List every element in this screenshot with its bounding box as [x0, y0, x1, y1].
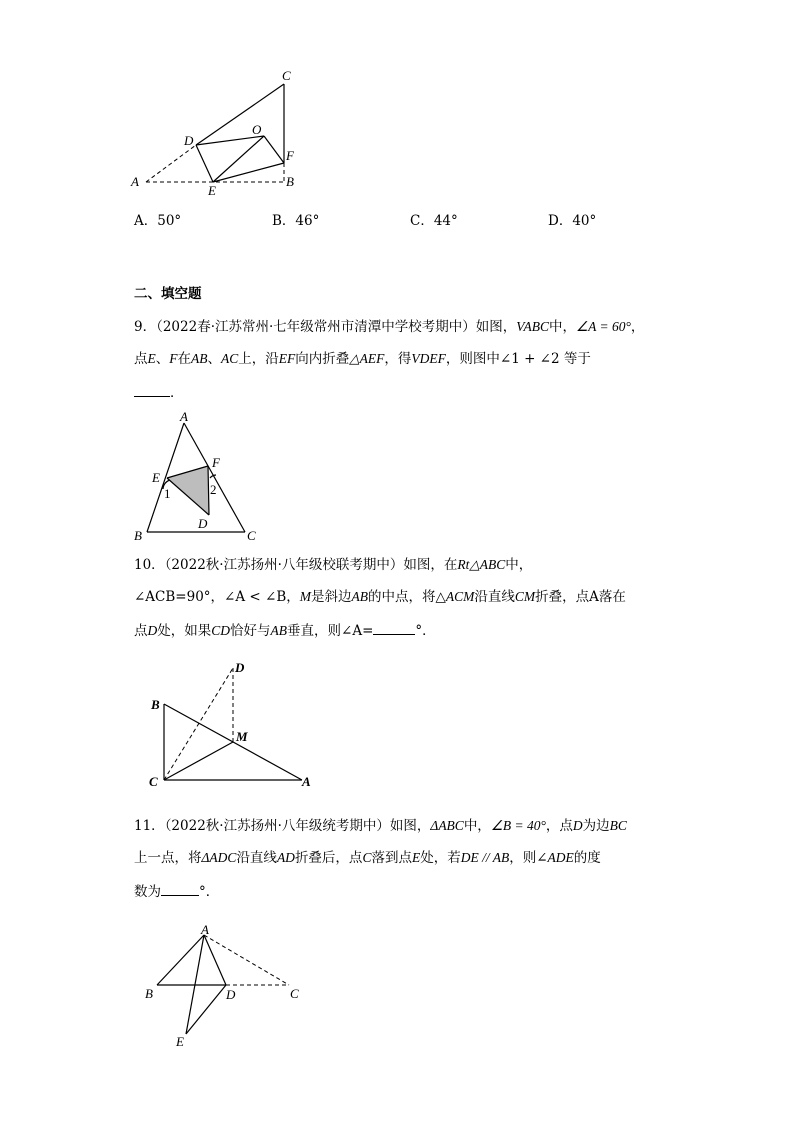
q10-label-d: D [235, 660, 245, 675]
q11-label-e: E [176, 1034, 184, 1049]
q11-line-ad [204, 935, 226, 985]
q10-label-a: A [302, 774, 311, 789]
q8-label-e: E [208, 183, 216, 198]
q11-label-d: D [226, 987, 236, 1002]
q9-label-c: C [247, 528, 256, 543]
q11-label-b: B [145, 986, 153, 1001]
q11-line-1: 11．（2022秋·江苏扬州·八年级统考期中）如图，ΔABC中，∠B = 40°，点D为边BC [134, 818, 627, 834]
q8-label-a: A [131, 174, 139, 189]
q10-label-b: B [151, 697, 160, 712]
q9-label-f: F [212, 455, 220, 470]
q9-label-d: D [198, 516, 208, 531]
q8-option-b: B．46° [272, 213, 320, 229]
q9-line-2: 点E、F在AB、AC上，沿EF向内折叠△AEF，得VDEF，则图中∠1 + ∠2 等于 [134, 351, 591, 367]
q11-label-c: C [290, 986, 299, 1001]
q8-option-a: A．50° [134, 213, 182, 229]
q9-label-b: B [134, 528, 142, 543]
q11-line-2: 上一点，将ΔADC沿直线AD折叠后，点C落到点E处，若DE // AB，则∠ADE的度 [134, 850, 601, 866]
q10-label-c: C [149, 774, 158, 789]
q11-line-de [186, 985, 226, 1034]
q10-line-1: 10．（2022秋·江苏扬州·八年级校联考期中）如图，在Rt△ABC中， [134, 557, 533, 573]
q8-option-c: C．44° [410, 213, 458, 229]
q11-line-3: 数为 °． [134, 884, 220, 900]
q9-line-3: ． [134, 384, 184, 401]
q10-line-3: 点D处，如果CD恰好与AB垂直，则∠A= °． [134, 623, 436, 639]
q9-label-e: E [152, 470, 160, 485]
q9-line-1: 9．（2022春·江苏常州·七年级常州市清潭中学校考期中）如图，VABC中，∠A = 60°， [134, 319, 645, 335]
q8-label-o: O [252, 122, 262, 137]
q11-label-a: A [201, 922, 209, 937]
q9-label-a: A [180, 409, 188, 424]
q11-line-ac [204, 935, 289, 985]
section-title: 二、填空题 [134, 286, 202, 302]
q9-label-1: 1 [164, 486, 171, 501]
q8-label-b: B [286, 174, 294, 189]
q11-line-ab [157, 935, 204, 985]
q8-label-f: F [286, 148, 294, 163]
q9-label-2: 2 [210, 482, 217, 497]
q8-label-d: D [184, 133, 194, 148]
q10-line-2: ∠ACB=90°，∠A < ∠B，M是斜边AB的中点，将△ACM沿直线CM折叠，点A落在 [134, 589, 626, 605]
q8-option-d: D．40° [548, 213, 597, 229]
q8-label-c: C [282, 68, 291, 83]
q10-label-m: M [236, 729, 248, 744]
